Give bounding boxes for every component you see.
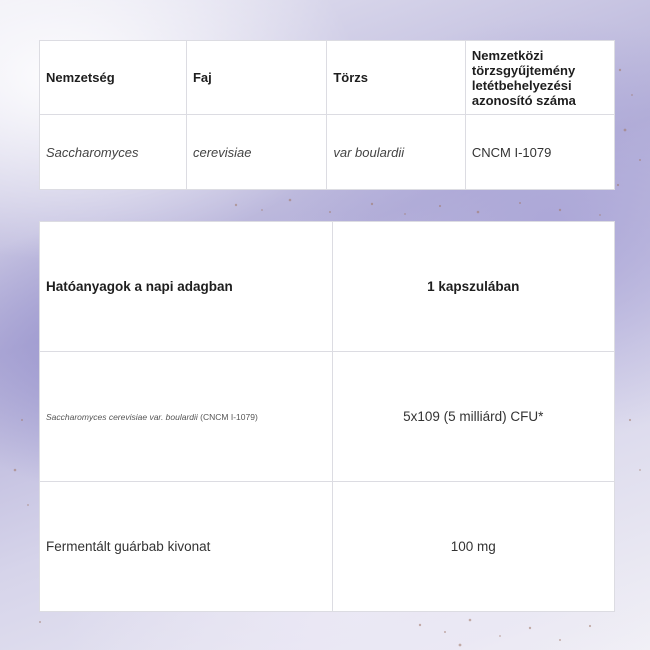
dose-table <box>39 221 615 612</box>
header-per-capsule: 1 kapszulában <box>332 222 614 352</box>
ingredient-name-cell <box>40 352 333 482</box>
header-active-ingredients: Hatóanyagok a napi adagban <box>40 222 333 352</box>
dose-table-header-row <box>40 222 615 352</box>
ingredient-amount: 5x109 (5 milliárd) CFU* <box>332 352 614 482</box>
strain-table <box>39 40 615 190</box>
strain-table-header-row <box>40 41 615 115</box>
header-cell-strain: Törzs <box>327 41 466 115</box>
cell-strain: var boulardii <box>327 115 466 190</box>
dose-table-row <box>40 352 615 482</box>
cell-species: cerevisiae <box>186 115 326 190</box>
header-cell-species: Faj <box>186 41 326 115</box>
cell-genus: Saccharomyces <box>40 115 187 190</box>
ingredient-name: Fermentált guárbab kivonat <box>40 482 333 612</box>
header-cell-genus: Nemzetség <box>40 41 187 115</box>
ingredient-name-italic: Saccharomyces cerevisiae var. boulardii <box>46 411 198 422</box>
cell-collection-id: CNCM I-1079 <box>465 115 614 190</box>
ingredient-name-suffix: (CNCM I-1079) <box>197 411 258 422</box>
header-cell-collection-id: Nemzetközi törzsgyűjtemény letétbehelyezési azonosító száma <box>465 41 614 115</box>
strain-table-row <box>40 115 615 190</box>
dose-table-row <box>40 482 615 612</box>
ingredient-amount: 100 mg <box>332 482 614 612</box>
